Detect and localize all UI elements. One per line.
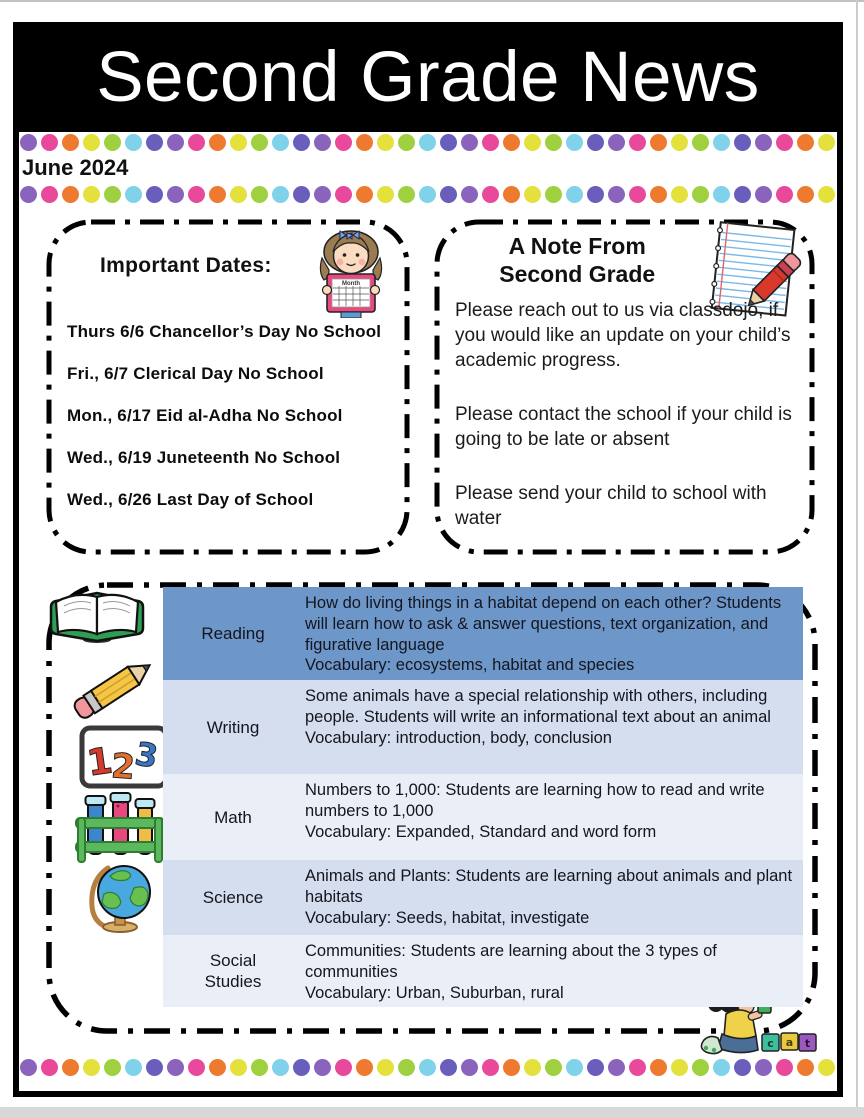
subject-description [303,774,803,860]
polka-dot [41,134,58,151]
subject-label: Reading [201,623,265,643]
polka-dot [587,1059,604,1076]
polka-dot [608,134,625,151]
polka-dot [83,186,100,203]
polka-dot [335,186,352,203]
polka-dot [188,134,205,151]
polka-dot [671,186,688,203]
polka-dot [818,1059,835,1076]
important-dates-box [45,218,411,556]
polka-dot [356,1059,373,1076]
polka-dot [209,186,226,203]
polka-dot [587,186,604,203]
polka-dot [20,1059,37,1076]
test-tubes-icon [72,790,168,864]
svg-text:Month: Month [342,281,360,287]
polka-dot [356,134,373,151]
description-text: Animals and Plants: Students are learning about animals and plant habitats [305,867,793,906]
polka-dot [41,1059,58,1076]
polka-dot [83,134,100,151]
polka-dot [419,1059,436,1076]
polka-dot [209,1059,226,1076]
polka-dot [188,186,205,203]
polka-dot [482,1059,499,1076]
polka-dot [146,186,163,203]
polka-dot [440,1059,457,1076]
polka-dot [272,1059,289,1076]
important-date-item: Mon., 6/17 Eid al-Adha No School [67,406,343,425]
polka-dot [818,134,835,151]
polka-dot [335,134,352,151]
polka-dot [608,1059,625,1076]
polka-dot [62,1059,79,1076]
open-book-icon [44,584,150,644]
polka-dot [671,134,688,151]
polka-dot [713,186,730,203]
vocabulary-text: Vocabulary: Urban, Suburban, rural [305,983,564,1002]
polka-dot [377,1059,394,1076]
polka-dot [566,186,583,203]
polka-dot [755,134,772,151]
table-row [163,680,803,774]
polka-dot [545,186,562,203]
vocabulary-text: Vocabulary: Seeds, habitat, investigate [305,908,590,927]
table-row [163,860,803,935]
description-text: Communities: Students are learning about the 3 types of communities [305,942,717,981]
important-date-item: Wed., 6/26 Last Day of School [67,490,314,509]
polka-dot [125,134,142,151]
polka-dot [587,134,604,151]
polka-dot [650,134,667,151]
polka-dot [293,186,310,203]
page-edge-right [856,0,858,1118]
note-paragraph: Please send your child to school with water [455,483,767,530]
polka-dot [629,186,646,203]
note-title-line2: Second Grade [499,261,656,288]
polka-dot [629,1059,646,1076]
polka-dot [167,134,184,151]
polka-dot [461,186,478,203]
vocabulary-text: Vocabulary: introduction, body, conclusion [305,728,612,747]
newsletter-header [13,22,843,132]
polka-dot [524,134,541,151]
polka-dot [797,186,814,203]
polka-dot [734,186,751,203]
globe-icon [82,858,162,934]
polka-dot [230,1059,247,1076]
polka-dot [545,134,562,151]
note-paragraphs [455,298,793,561]
polka-dot [146,134,163,151]
polka-dot [272,134,289,151]
page-edge-bottom [0,1107,864,1118]
polka-dot [335,1059,352,1076]
polka-dot [524,186,541,203]
note-title [447,232,707,288]
note-paragraph: Please contact the school if your child is going to be late or absent [455,404,792,451]
polka-dot [314,186,331,203]
svg-text:t: t [804,1037,811,1050]
polka-dot [293,1059,310,1076]
girl-with-calendar-icon [307,224,395,318]
polka-dot [209,134,226,151]
subject-description [303,587,803,680]
important-date-item: Wed., 6/19 Juneteenth No School [67,448,341,467]
subject-label: Writing [206,717,260,737]
polka-dot [314,1059,331,1076]
polka-dot [41,186,58,203]
polka-dot [230,134,247,151]
table-row [163,587,803,680]
polka-dot [167,1059,184,1076]
polka-dot [230,186,247,203]
polka-dot [797,134,814,151]
svg-text:c: c [767,1037,774,1050]
note-paragraph: Please reach out to us via classdojo, if you would like an update on your child’s academic progress. [455,300,791,372]
polka-dot [629,134,646,151]
important-dates-title: Important Dates: [100,254,272,277]
polka-dot [104,186,121,203]
svg-text:2: 2 [109,746,137,788]
polka-dot [776,134,793,151]
polka-dot-divider [20,134,844,152]
polka-dot [251,134,268,151]
polka-dot [545,1059,562,1076]
polka-dot [419,186,436,203]
svg-text:3: 3 [132,734,161,776]
issue-date: June 2024 [22,155,129,180]
polka-dot [440,186,457,203]
newsletter-title: Second Grade News [96,37,760,117]
polka-dot [818,186,835,203]
description-text: How do living things in a habitat depend on each other? Students will learn how to ask & answer questions, text organization, and figurative language [305,594,782,654]
polka-dot [461,1059,478,1076]
polka-dot [167,186,184,203]
polka-dot [293,134,310,151]
pencil-icon [66,650,166,724]
polka-dot [104,134,121,151]
polka-dot [83,1059,100,1076]
polka-dot [566,134,583,151]
polka-dot [398,1059,415,1076]
description-text: Numbers to 1,000: Students are learning how to read and write numbers to 1,000 [305,781,765,820]
polka-dot [377,134,394,151]
polka-dot-divider [20,186,844,204]
subject-description [303,935,803,1007]
polka-dot [671,1059,688,1076]
polka-dot [20,134,37,151]
subject-description [303,860,803,935]
polka-dot [713,134,730,151]
polka-dot [650,186,667,203]
polka-dot [482,134,499,151]
polka-dot [755,186,772,203]
polka-dot [776,186,793,203]
polka-dot [314,134,331,151]
polka-dot [398,186,415,203]
polka-dot [62,134,79,151]
vocabulary-text: Vocabulary: ecosystems, habitat and species [305,656,635,675]
page-edge-top [0,0,864,2]
polka-dot [503,134,520,151]
polka-dot [692,186,709,203]
polka-dot [608,186,625,203]
svg-text:a: a [785,1036,794,1049]
polka-dot [125,186,142,203]
important-dates-list [67,322,381,532]
subject-label: Social Studies [204,951,262,992]
polka-dot [503,186,520,203]
important-date-item: Fri., 6/7 Clerical Day No School [67,364,324,383]
table-row [163,935,803,1007]
polka-dot [104,1059,121,1076]
polka-dot [482,186,499,203]
polka-dot [251,1059,268,1076]
polka-dot [650,1059,667,1076]
polka-dot [398,134,415,151]
polka-dot [461,134,478,151]
polka-dot [251,186,268,203]
polka-dot [62,186,79,203]
svg-text:1: 1 [84,740,116,785]
note-title-line1: A Note From [508,233,646,259]
polka-dot [566,1059,583,1076]
note-box [433,218,816,556]
polka-dot [377,186,394,203]
subject-description [303,680,803,774]
polka-dot [188,1059,205,1076]
subject-label: Math [214,807,252,827]
subject-label: Science [202,888,264,907]
polka-dot [20,186,37,203]
polka-dot [146,1059,163,1076]
curriculum-table [163,587,803,1007]
polka-dot [419,134,436,151]
numbers-123-icon [78,724,170,790]
polka-dot [734,134,751,151]
polka-dot [440,134,457,151]
important-date-item: Thurs 6/6 Chancellor’s Day No School [67,322,382,341]
description-text: Some animals have a special relationship with others, including people. Students will write an informational text about an animal [305,687,771,726]
polka-dot [524,1059,541,1076]
polka-dot [692,134,709,151]
polka-dot [356,186,373,203]
polka-dot [125,1059,142,1076]
vocabulary-text: Vocabulary: Expanded, Standard and word form [305,822,657,841]
polka-dot [503,1059,520,1076]
table-row [163,774,803,860]
polka-dot [272,186,289,203]
